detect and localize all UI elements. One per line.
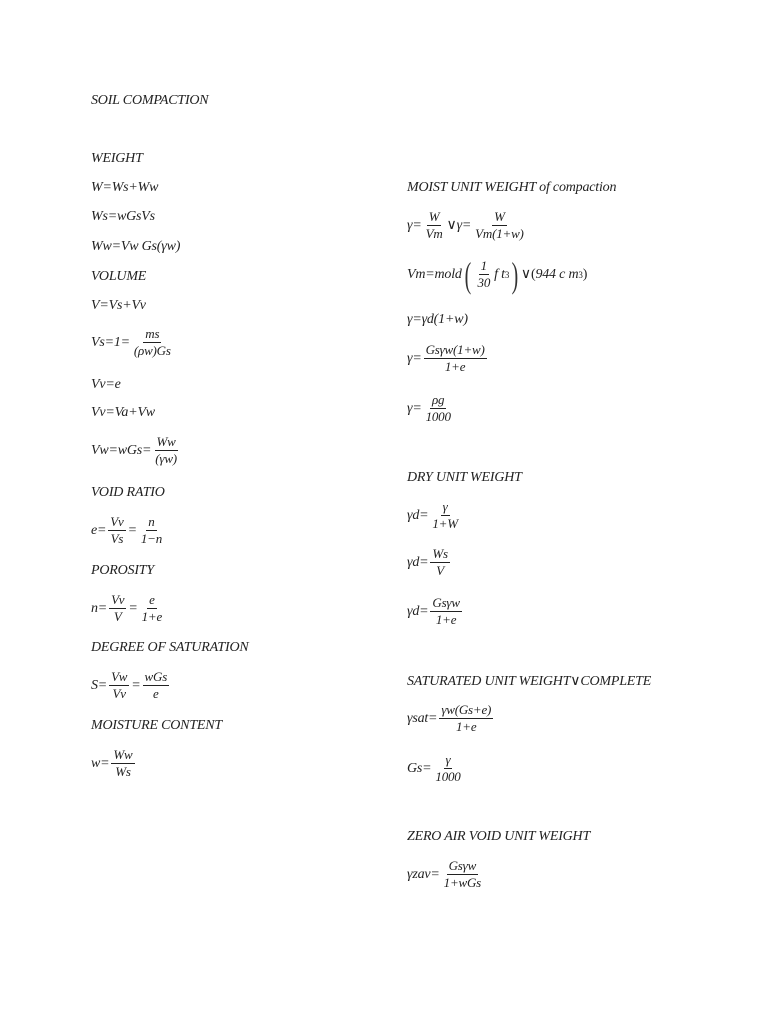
unit-ft: f t <box>494 266 505 282</box>
volume-equation-2 <box>91 326 175 359</box>
fraction <box>109 592 126 625</box>
equation-lhs: γ= <box>407 350 422 366</box>
equation-lhs: S= <box>91 677 108 693</box>
volume-equation-5 <box>91 434 181 467</box>
fraction <box>109 669 129 702</box>
void-ratio-heading: VOID RATIO <box>91 485 165 500</box>
fraction-numerator: W <box>428 209 440 224</box>
fraction-denominator: Vs <box>110 531 124 546</box>
fraction-denominator: (γw) <box>155 451 177 466</box>
moist-equation-5 <box>407 392 455 425</box>
fraction-numerator: Vw <box>111 669 128 684</box>
fraction-numerator: ρg <box>432 392 445 407</box>
fraction-numerator: Gsγw <box>432 595 460 610</box>
weight-equation-3: Ww=Vw Gs(γw) <box>91 239 181 254</box>
fraction <box>424 209 445 242</box>
fraction-denominator: Vv <box>112 686 126 701</box>
fraction-numerator: Ws <box>432 546 448 561</box>
fraction-numerator: Gsγw(1+w) <box>425 342 485 357</box>
dry-equation-2 <box>407 546 452 579</box>
equation-lhs: γ= <box>407 217 422 233</box>
fraction <box>442 858 483 891</box>
dry-equation-1 <box>407 499 462 532</box>
equation-lhs: γzav= <box>407 866 440 882</box>
zav-equation-1 <box>407 858 485 891</box>
fraction <box>111 747 134 780</box>
moist-equation-1 <box>407 209 528 242</box>
fraction-numerator: Ww <box>156 434 176 449</box>
volume-equation-1: V=Vs+Vv <box>91 298 146 313</box>
fraction-denominator: 30 <box>477 275 491 290</box>
fraction <box>139 514 164 547</box>
exponent: 3 <box>578 269 583 280</box>
equation-mid: ∨γ= <box>446 218 472 233</box>
fraction-denominator: 1+wGs <box>443 875 482 890</box>
saturated-equation-2 <box>407 752 465 785</box>
volume-equation-4: Vv=Va+Vw <box>91 405 155 420</box>
fraction-numerator: γ <box>442 499 448 514</box>
fraction-denominator: 1+e <box>435 612 457 627</box>
fraction-numerator: γw(Gs+e) <box>441 702 492 717</box>
fraction-denominator: 1−n <box>140 531 163 546</box>
equation-lhs: Vm=mold <box>407 266 462 282</box>
fraction-denominator: V <box>113 609 122 624</box>
fraction-denominator: 1+e <box>456 719 477 734</box>
fraction <box>430 546 450 579</box>
close-paren: ) <box>511 254 519 295</box>
volume-heading: VOLUME <box>91 269 147 284</box>
moisture-heading: MOISTURE CONTENT <box>91 718 222 733</box>
fraction-numerator: wGs <box>144 669 168 684</box>
equation-lhs: γsat= <box>407 710 438 726</box>
equation-lhs: γ= <box>407 400 422 416</box>
fraction-denominator: Ws <box>115 764 131 779</box>
exponent: 3 <box>504 269 510 280</box>
equation-lhs: e= <box>91 522 107 538</box>
page-title: SOIL COMPACTION <box>91 93 209 108</box>
fraction-numerator: Vv <box>110 514 124 529</box>
volume-equation-2-lhs: Vs=1= <box>91 334 130 350</box>
fraction-numerator: ms <box>145 326 160 341</box>
volume-equation-3: Vv=e <box>91 377 121 392</box>
moisture-equation <box>91 747 137 780</box>
fraction <box>140 592 164 625</box>
fraction <box>430 595 461 628</box>
volume-equation-5-lhs: Vw=wGs= <box>91 442 152 458</box>
fraction-numerator: 1 <box>480 258 487 273</box>
void-ratio-equation <box>91 514 166 547</box>
saturation-equation <box>91 669 171 702</box>
fraction-denominator: 1000 <box>435 769 461 784</box>
fraction-denominator: (ρw)Gs <box>133 343 171 358</box>
fraction <box>473 209 526 242</box>
fraction-numerator: Vv <box>111 592 125 607</box>
equation-lhs: w= <box>91 755 110 771</box>
equals-sign: = <box>127 522 137 538</box>
fraction <box>439 702 493 735</box>
dry-unit-weight-heading: DRY UNIT WEIGHT <box>407 470 522 485</box>
porosity-equation <box>91 592 166 625</box>
dry-equation-3 <box>407 595 464 628</box>
fraction-denominator: Vm(1+w) <box>475 226 524 241</box>
fraction-numerator: e <box>149 592 155 607</box>
fraction-denominator: e <box>153 686 159 701</box>
fraction-numerator: n <box>148 514 155 529</box>
weight-equation-2: Ws=wGsVs <box>91 209 155 224</box>
or-symbol: ∨ <box>520 267 531 282</box>
fraction-denominator: 1+e <box>141 609 163 624</box>
weight-heading: WEIGHT <box>91 151 143 166</box>
equals-sign: = <box>128 600 138 616</box>
equation-lhs: γd= <box>407 507 429 523</box>
fraction <box>430 499 460 532</box>
fraction <box>424 342 487 375</box>
porosity-heading: POROSITY <box>91 563 154 578</box>
equation-lhs: Gs= <box>407 760 432 776</box>
zero-air-void-heading: ZERO AIR VOID UNIT WEIGHT <box>407 829 591 844</box>
fraction <box>476 258 493 291</box>
fraction <box>424 392 453 425</box>
open-paren: ( <box>464 254 471 295</box>
fraction-numerator: Ww <box>113 747 133 762</box>
equals-sign: = <box>131 677 141 693</box>
fraction <box>108 514 125 547</box>
fraction-denominator: 1000 <box>425 409 451 424</box>
fraction-denominator: V <box>436 563 444 578</box>
fraction <box>143 669 170 702</box>
moist-unit-weight-heading: MOIST UNIT WEIGHT of compaction <box>407 180 617 195</box>
saturation-heading: DEGREE OF SATURATION <box>91 640 249 655</box>
saturated-unit-weight-heading: SATURATED UNIT WEIGHT∨COMPLETE <box>407 674 652 689</box>
moist-equation-2 <box>407 254 588 295</box>
moist-equation-3: γ=γd(1+w) <box>407 312 468 327</box>
saturated-equation-1 <box>407 702 495 735</box>
moist-equation-4 <box>407 342 489 375</box>
fraction <box>433 752 462 785</box>
volume-equation-2-fraction <box>132 326 173 359</box>
fraction-numerator: Gsγw <box>448 858 477 873</box>
volume-equation-5-fraction <box>153 434 179 467</box>
open-paren-small: ( <box>530 266 536 282</box>
equation-lhs: γd= <box>407 603 429 619</box>
weight-equation-1: W=Ws+Ww <box>91 180 159 195</box>
fraction-denominator: Vm <box>425 226 443 241</box>
fraction-denominator: 1+e <box>444 359 466 374</box>
close-paren-small: ) <box>582 266 588 282</box>
fraction-numerator: γ <box>445 752 451 767</box>
fraction-denominator: 1+W <box>432 516 458 531</box>
fraction-numerator: W <box>494 209 505 224</box>
unit-cm: 944 c m <box>535 266 579 282</box>
equation-lhs: n= <box>91 600 108 616</box>
equation-lhs: γd= <box>407 554 429 570</box>
